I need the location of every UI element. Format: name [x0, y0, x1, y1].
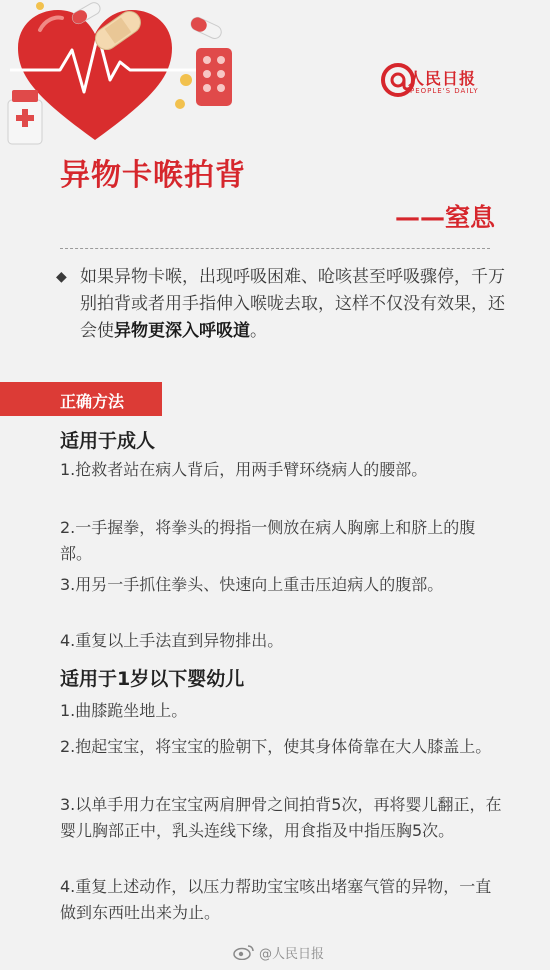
adult-step: 4.重复以上手法直到异物排出。: [60, 631, 284, 650]
brand-name: 人民日报: [408, 69, 477, 88]
intro-emphasis: 异物更深入呼吸道: [114, 321, 250, 341]
dashed-divider: [60, 248, 490, 249]
adult-step: 2.一手握拳，将拳头的拇指一侧放在病人胸廓上和脐上的腹部。: [60, 518, 476, 563]
infants-title: 适用于1岁以下婴幼儿: [60, 668, 245, 690]
intro-paragraph: [56, 264, 506, 345]
intro-body: 如果异物卡喉，出现呼吸困难、呛咳甚至呼吸骤停，千万别拍背或者用手指伸入喉咙去取，这样不仅没有效果，还会使: [80, 267, 505, 341]
medicine-bottle-icon: [8, 90, 42, 144]
intro-end: 。: [250, 321, 267, 341]
adult-step: 3.用另一手抓住拳头、快速向上重击压迫病人的腹部。: [60, 575, 444, 594]
page-subtitle: ——窒息: [394, 203, 495, 232]
adult-step: 1.抢救者站在病人背后，用两手臂环绕病人的腰部。: [60, 460, 428, 479]
page-title: 异物卡喉拍背: [60, 158, 246, 193]
infant-step: 4.重复上述动作，以压力帮助宝宝咳出堵塞气管的异物，一直做到东西吐出来为止。: [60, 877, 492, 922]
diamond-bullet-icon: ◆: [56, 269, 67, 285]
brand-subtitle: PEOPLE'S DAILY: [410, 87, 479, 95]
infant-step: 2.抱起宝宝，将宝宝的脸朝下，使其身体倚靠在大人膝盖上。: [60, 737, 492, 756]
infant-step: 1.曲膝跪坐地上。: [60, 701, 188, 720]
footer-watermark: [233, 942, 343, 962]
section-tag: [0, 382, 162, 416]
infant-step: 3.以单手用力在宝宝两肩胛骨之间拍背5次，再将婴儿翻正，在婴儿胸部正中，乳头连线下缘，用食指及中指压胸5次。: [60, 795, 502, 840]
section-label: 正确方法: [60, 392, 125, 411]
pill-pack-icon: [196, 48, 232, 106]
intro-text: [56, 264, 506, 345]
capsule-icon: [189, 15, 223, 40]
heart-pills-illustration: [0, 0, 250, 150]
adults-title: 适用于成人: [60, 430, 156, 452]
watermark-text: @人民日报: [259, 947, 325, 962]
people-daily-logo: [380, 60, 500, 100]
weibo-icon: [233, 944, 255, 960]
